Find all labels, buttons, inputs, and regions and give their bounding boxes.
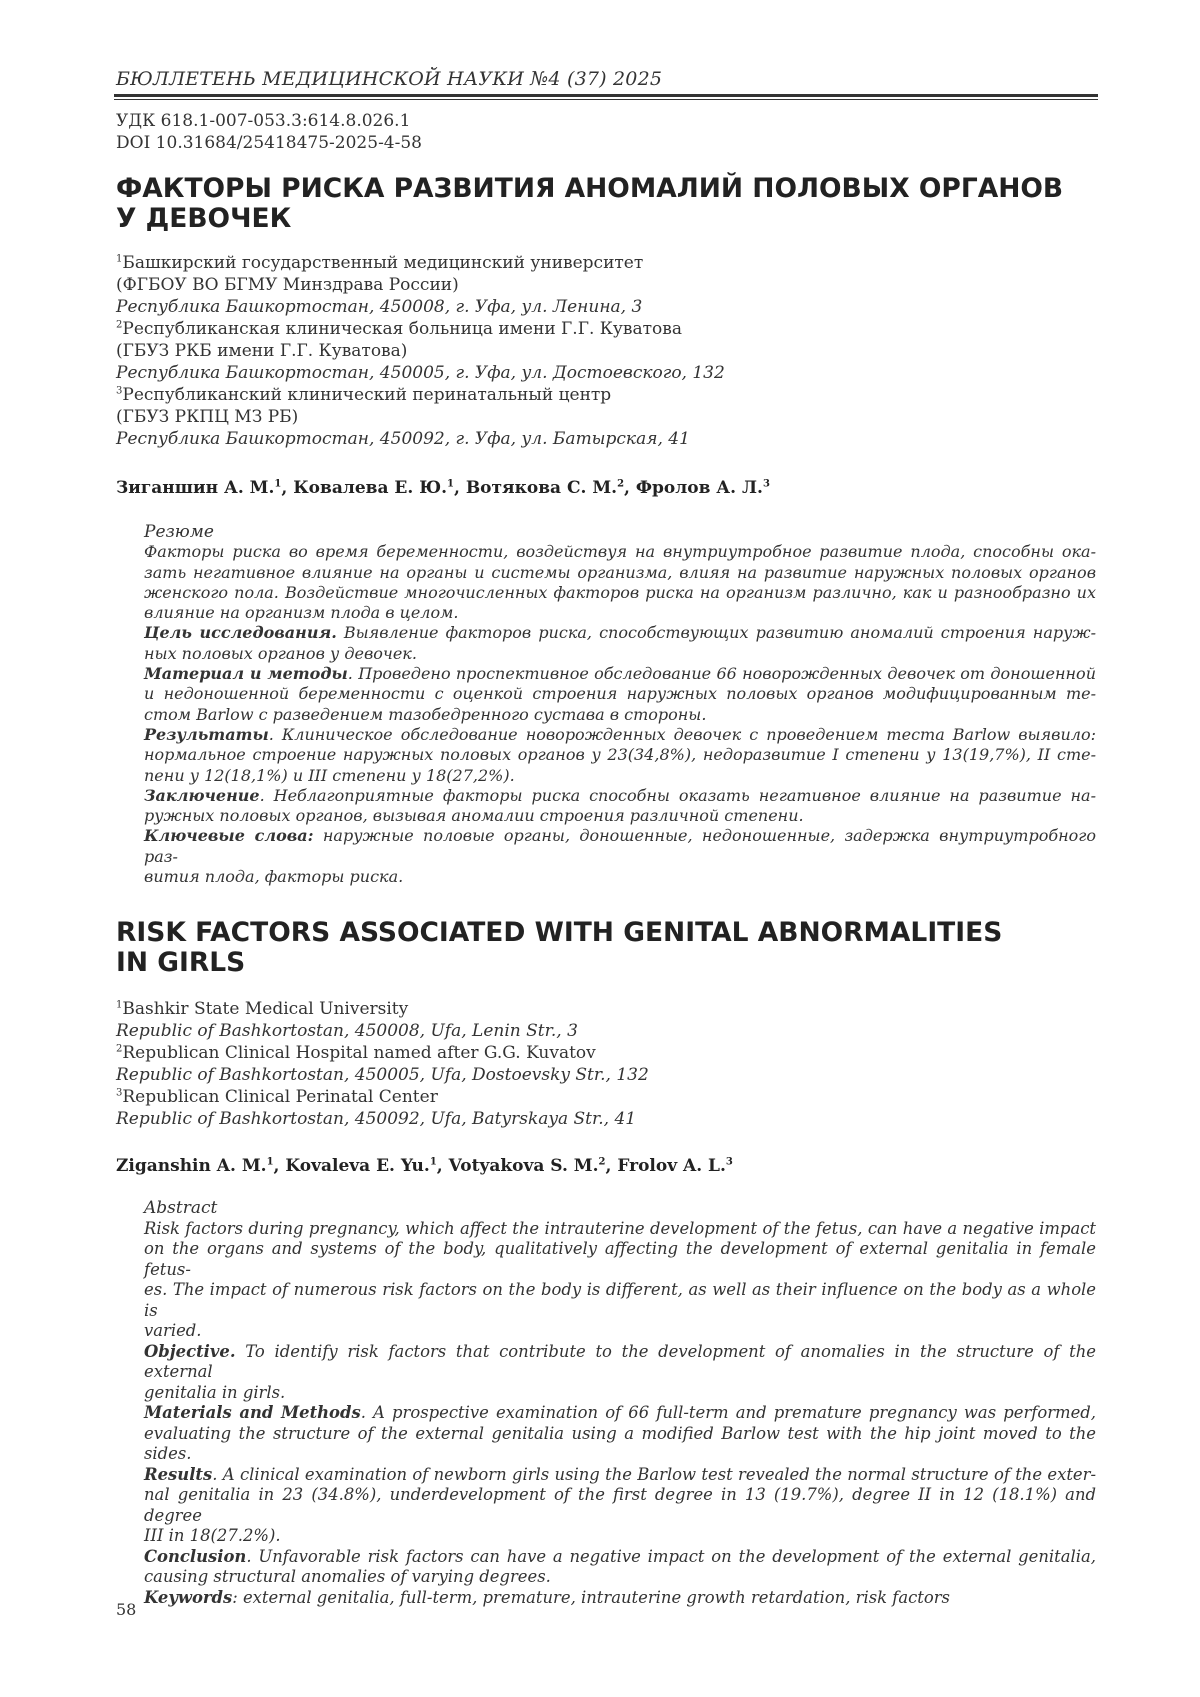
udk-code: УДК 618.1-007-053.3:614.8.026.1 (116, 111, 411, 131)
abstract-line: es. The impact of numerous risk factors on the body is different, as well as their influence on the body as a whole is (144, 1280, 1096, 1320)
ru-affiliations (116, 252, 725, 450)
author: Вотякова С. М.$^2$, (465, 478, 636, 498)
abstract-line: вития плода, факторы риска. (144, 867, 404, 887)
en-affiliation-address: Republic of Bashkortostan, 450008, Ufa, Lenin Str., 3 (116, 1021, 578, 1041)
en-affiliation-address: Republic of Bashkortostan, 450005, Ufa, Dostoevsky Str., 132 (116, 1065, 649, 1085)
en-affiliation-name: $^3$Republican Clinical Perinatal Center (116, 1087, 438, 1107)
ru-abstract (144, 522, 1096, 887)
en-title-line: RISK FACTORS ASSOCIATED WITH GENITAL ABNORMALITIES (116, 917, 1003, 948)
author: Votyakova S. M.$^2$, (448, 1156, 618, 1176)
abstract-line: женского пола. Воздействие многочисленных факторов риска на организм различно, как и разнообразно их (144, 582, 1096, 602)
abstract-line: ружных половых органов, вызывая аномалии строения различной степени. (144, 806, 804, 826)
en-title (116, 918, 1096, 978)
en-objective: Objective. To identify risk factors that contribute to the development of anomalies in the structure of the external (144, 1341, 1096, 1381)
abstract-line: пени у 12(18,1%) и III степени у 18(27,2%). (144, 765, 515, 785)
abstract-line: III in 18(27.2%). (144, 1526, 281, 1545)
abstract-line: varied. (144, 1321, 202, 1340)
author: Зиганшин А. М.$^1$, (116, 478, 294, 498)
en-affiliation-name: $^2$Republican Clinical Hospital named after G.G. Kuvatov (116, 1043, 596, 1063)
en-affiliation-name: $^1$Bashkir State Medical University (116, 999, 409, 1019)
en-methods: Materials and Methods. A prospective examination of 66 full-term and premature pregnancy was performed, (144, 1403, 1096, 1422)
ru-title (116, 174, 1096, 234)
ru-authors (116, 478, 770, 498)
ru-methods: Материал и методы. Проведено проспективное обследование 66 новорожденных девочек от доношенной (144, 664, 1096, 684)
article-identifiers (116, 110, 422, 154)
abstract-line: nal genitalia in 23 (34.8%), underdevelopment of the first degree in 13 (19.7%), degree II in 12 (18.1%) and degree (144, 1485, 1096, 1525)
ru-affiliation-short: (ГБУЗ РКПЦ МЗ РБ) (116, 407, 299, 427)
ru-affiliation-short: (ФГБОУ ВО БГМУ Минздрава России) (116, 275, 459, 295)
abstract-line: Risk factors during pregnancy, which affect the intrauterine development of the fetus, can have a negative impact (144, 1218, 1096, 1238)
en-affiliations (116, 998, 649, 1130)
ru-affiliation-short: (ГБУЗ РКБ имени Г.Г. Куватова) (116, 341, 408, 361)
en-results: Results. A clinical examination of newborn girls using the Barlow test revealed the normal structure of the exter- (144, 1464, 1096, 1484)
ru-objective: Цель исследования. Выявление факторов риска, способствующих развитию аномалий строения наруж- (144, 623, 1096, 643)
abstract-line: genitalia in girls. (144, 1382, 286, 1402)
ru-affiliation-name: $^1$Башкирский государственный медицинский университет (116, 253, 644, 273)
abstract-line: нормальное строение наружных половых органов у 23(34,8%), недоразвитие I степени у 13(19,7%), II сте- (144, 745, 1096, 765)
ru-affiliation-name: $^2$Республиканская клиническая больница имени Г.Г. Куватова (116, 319, 682, 339)
ru-title-line: У ДЕВОЧЕК (116, 203, 292, 234)
journal-header: БЮЛЛЕТЕНЬ МЕДИЦИНСКОЙ НАУКИ №4 (37) 2025 (116, 68, 663, 90)
ru-affiliation-address: Республика Башкортостан, 450005, г. Уфа, ул. Достоевского, 132 (116, 363, 725, 383)
en-abstract (144, 1198, 1096, 1608)
en-conclusion: Conclusion. Unfavorable risk factors can have a negative impact on the development of the external genitalia, (144, 1546, 1096, 1566)
ru-title-line: ФАКТОРЫ РИСКА РАЗВИТИЯ АНОМАЛИЙ ПОЛОВЫХ ОРГАНОВ (116, 173, 1064, 204)
en-title-line: IN GIRLS (116, 947, 246, 978)
ru-abstract-heading: Резюме (144, 522, 214, 542)
page-number: 58 (116, 1600, 137, 1619)
ru-affiliation-name: $^3$Республиканский клинический перинатальный центр (116, 385, 612, 405)
abstract-line: on the organs and systems of the body, qualitatively affecting the development of external genitalia in female fetus- (144, 1239, 1096, 1279)
ru-keywords: Ключевые слова: наружные половые органы, доношенные, недоношенные, задержка внутриутробного раз- (144, 826, 1096, 866)
abstract-line: влияние на организм плода в целом. (144, 603, 459, 623)
author: Ziganshin A. M.$^1$, (116, 1156, 286, 1176)
ru-results: Результаты. Клиническое обследование новорожденных девочек с проведением теста Barlow выявило: (144, 724, 1096, 744)
abstract-line: causing structural anomalies of varying degrees. (144, 1567, 551, 1586)
en-affiliation-address: Republic of Bashkortostan, 450092, Ufa, Batyrskaya Str., 41 (116, 1109, 637, 1129)
abstract-line: evaluating the structure of the external genitalia using a modified Barlow test with the hip joint moved to the sides. (144, 1423, 1096, 1463)
ru-affiliation-address: Республика Башкортостан, 450008, г. Уфа, ул. Ленина, 3 (116, 297, 643, 317)
author: Frolov A. L.$^3$ (617, 1156, 733, 1176)
author: Kovaleva E. Yu.$^1$, (285, 1156, 449, 1176)
header-rule-thin (114, 99, 1098, 100)
ru-conclusion: Заключение. Неблагоприятные факторы риска способны оказать негативное влияние на развитие на- (144, 785, 1096, 805)
doi: DOI 10.31684/25418475-2025-4-58 (116, 133, 422, 153)
en-authors (116, 1156, 733, 1176)
author: Ковалева Е. Ю.$^1$, (293, 478, 466, 498)
abstract-line: зать негативное влияние на органы и системы организма, влияя на развитие наружных половых органов (144, 562, 1096, 582)
abstract-line: ных половых органов у девочек. (144, 643, 417, 663)
abstract-line: Факторы риска во время беременности, воздействуя на внутриутробное развитие плода, способны ока- (144, 542, 1096, 562)
header-rule-thick (114, 94, 1098, 97)
abstract-line: и недоношенной беременности с оценкой строения наружных половых органов модифицированным те- (144, 684, 1096, 704)
author: Фролов А. Л.$^3$ (635, 478, 770, 498)
abstract-line: стом Barlow с разведением тазобедренного сустава в стороны. (144, 704, 707, 724)
en-keywords: Keywords: external genitalia, full-term, premature, intrauterine growth retardation, risk factors (144, 1587, 950, 1607)
en-abstract-heading: Abstract (144, 1198, 218, 1218)
ru-affiliation-address: Республика Башкортостан, 450092, г. Уфа, ул. Батырская, 41 (116, 429, 690, 449)
